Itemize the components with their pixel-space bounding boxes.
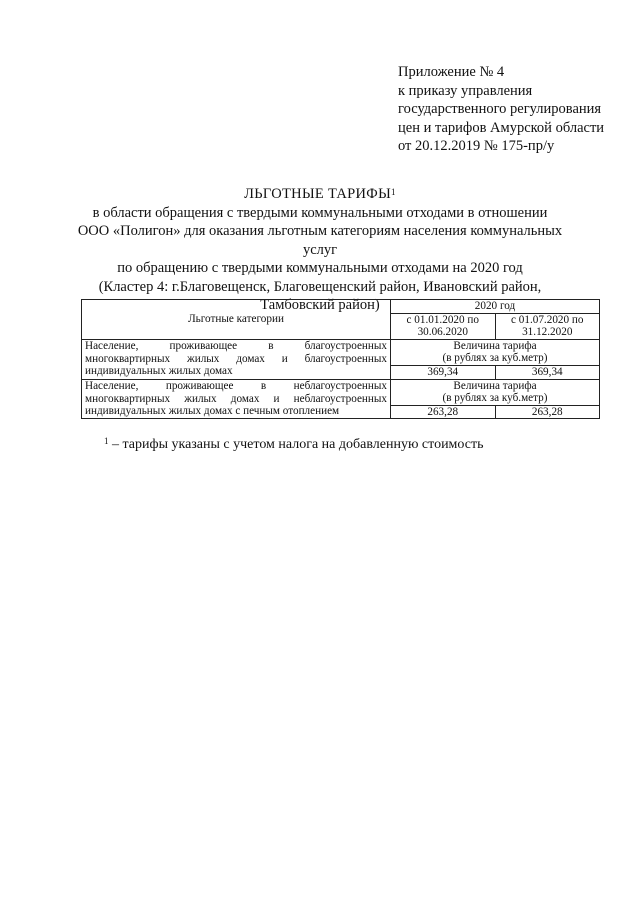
tariff-table [81, 299, 600, 419]
value-cell: 263,28 [495, 405, 600, 419]
value-cell: 369,34 [495, 365, 600, 379]
appendix-line: Приложение № 4 [398, 64, 505, 80]
table-row [82, 339, 600, 365]
title-line: в области обращения с твердыми коммунальными отходами в отношении [92, 204, 548, 221]
title-footnote-mark: 1 [391, 187, 396, 197]
unit-cell [391, 379, 600, 405]
value-cell: 263,28 [391, 405, 496, 419]
document-title [70, 185, 570, 315]
table-header-row [82, 300, 600, 314]
header-period: с 01.01.2020 по 30.06.2020 [391, 313, 496, 339]
footnote [104, 436, 484, 454]
appendix-line: государственного регулирования [398, 101, 602, 117]
unit-text: (в рублях за куб.метр) [442, 352, 548, 365]
title-line: ООО «Полигон» для оказания льготным категориям населения коммунальных услуг [77, 223, 563, 258]
unit-text: (в рублях за куб.метр) [442, 392, 548, 405]
appendix-header [398, 63, 604, 156]
unit-label: Величина тарифа [453, 379, 537, 392]
header-year: 2020 год [391, 300, 600, 314]
category-cell: Население, проживающее в благоустроенных многоквартирных жилых домах и благоустроенных индивидуальных жилых домах [82, 339, 391, 379]
appendix-line: цен и тарифов Амурской области [398, 119, 605, 136]
title-line: (Кластер 4: г.Благовещенск, Благовещенский район, Ивановский район, Тамбовский район) [98, 278, 542, 313]
footnote-text: – тарифы указаны с учетом налога на добавленную стоимость [108, 437, 484, 452]
table-row [82, 379, 600, 405]
value-cell: 369,34 [391, 365, 496, 379]
footnote-mark: 1 [104, 436, 109, 446]
unit-label: Величина тарифа [453, 339, 537, 352]
appendix-line: к приказу управления [398, 82, 533, 99]
header-category: Льготные категории [82, 300, 391, 340]
header-period: с 01.07.2020 по 31.12.2020 [495, 313, 600, 339]
category-cell: Население, проживающее в неблагоустроенных многоквартирных жилых домах и неблагоустроенных индивидуальных жилых домах с печным отоплением [82, 379, 391, 419]
title-main: ЛЬГОТНЫЕ ТАРИФЫ [244, 186, 392, 202]
title-line: по обращению с твердыми коммунальными отходами на 2020 год [117, 260, 523, 276]
title-main-line [70, 185, 570, 204]
appendix-line: от 20.12.2019 № 175-пр/у [398, 138, 555, 154]
unit-cell [391, 339, 600, 365]
